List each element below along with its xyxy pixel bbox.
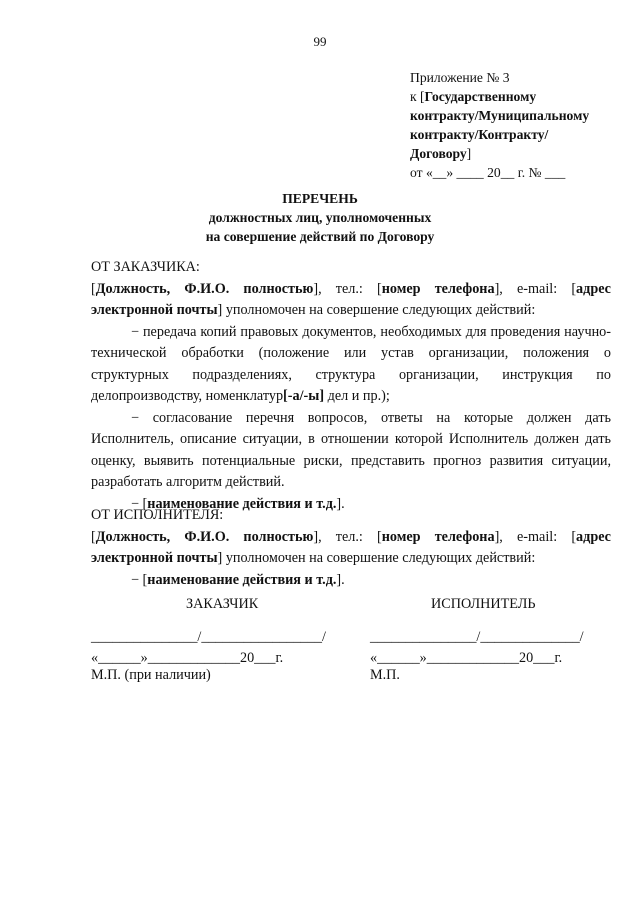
customer-section: [91, 257, 611, 515]
title-line-1: ПЕРЕЧЕНЬ: [282, 191, 358, 206]
customer-date-line: «______»_____________20___г.: [91, 650, 284, 666]
document-title: [0, 189, 640, 246]
customer-signature-label: ЗАКАЗЧИК: [186, 596, 259, 612]
executor-signature-label: ИСПОЛНИТЕЛЬ: [431, 596, 536, 612]
annex-line-2: к [Государственному: [410, 89, 537, 104]
customer-action-1: − передача копий правовых документов, необходимых для проведения научно-технической обработки (положение или устав организации, положения о структурных подразделениях, структура организации, инструкция по делопроизводству, номенклатур[-а/-ы] дел и пр.);: [91, 323, 611, 404]
executor-action-1: − [наименование действия и т.д.].: [131, 571, 345, 588]
customer-seal-note: М.П. (при наличии): [91, 667, 211, 683]
annex-line-5: Договору]: [410, 146, 472, 161]
page-number: 99: [313, 34, 327, 49]
customer-action-3: − [наименование действия и т.д.].: [131, 495, 345, 512]
executor-signature-line: _______________/______________/: [370, 629, 584, 645]
title-line-3: на совершение действий по Договору: [205, 229, 435, 244]
executor-heading: ОТ ИСПОЛНИТЕЛЯ:: [91, 507, 224, 523]
executor-authorized-person: [Должность, Ф.И.О. полностью], тел.: [номер телефона], e-mail: [адрес электронной почты] уполномочен на совершение следующих действий:: [91, 528, 611, 566]
executor-date-line: «______»_____________20___г.: [370, 650, 563, 666]
customer-heading: ОТ ЗАКАЗЧИКА:: [91, 259, 200, 275]
annex-line-4: контракту/Контракту/: [410, 127, 549, 142]
executor-seal-note: М.П.: [370, 667, 400, 683]
annex-header: [410, 68, 635, 182]
customer-authorized-person: [Должность, Ф.И.О. полностью], тел.: [номер телефона], e-mail: [адрес электронной почты] уполномочен на совершение следующих действий:: [91, 280, 611, 318]
executor-section: [91, 505, 611, 591]
title-line-2: должностных лиц, уполномоченных: [208, 210, 432, 225]
customer-action-2: − согласование перечня вопросов, ответы на которые должен дать Исполнитель, описание ситуации, в отношении которой Исполнитель должен дать оценку, выявить потенциальные риски, представить прогноз развития ситуации, разработать алгоритм действий.: [91, 409, 611, 490]
customer-signature-line: _______________/_________________/: [91, 629, 326, 645]
annex-line-3: контракту/Муниципальному: [410, 108, 590, 123]
annex-line-1: Приложение № 3: [410, 70, 510, 85]
annex-line-6: от «__» ____ 20__ г. № ___: [410, 165, 566, 180]
